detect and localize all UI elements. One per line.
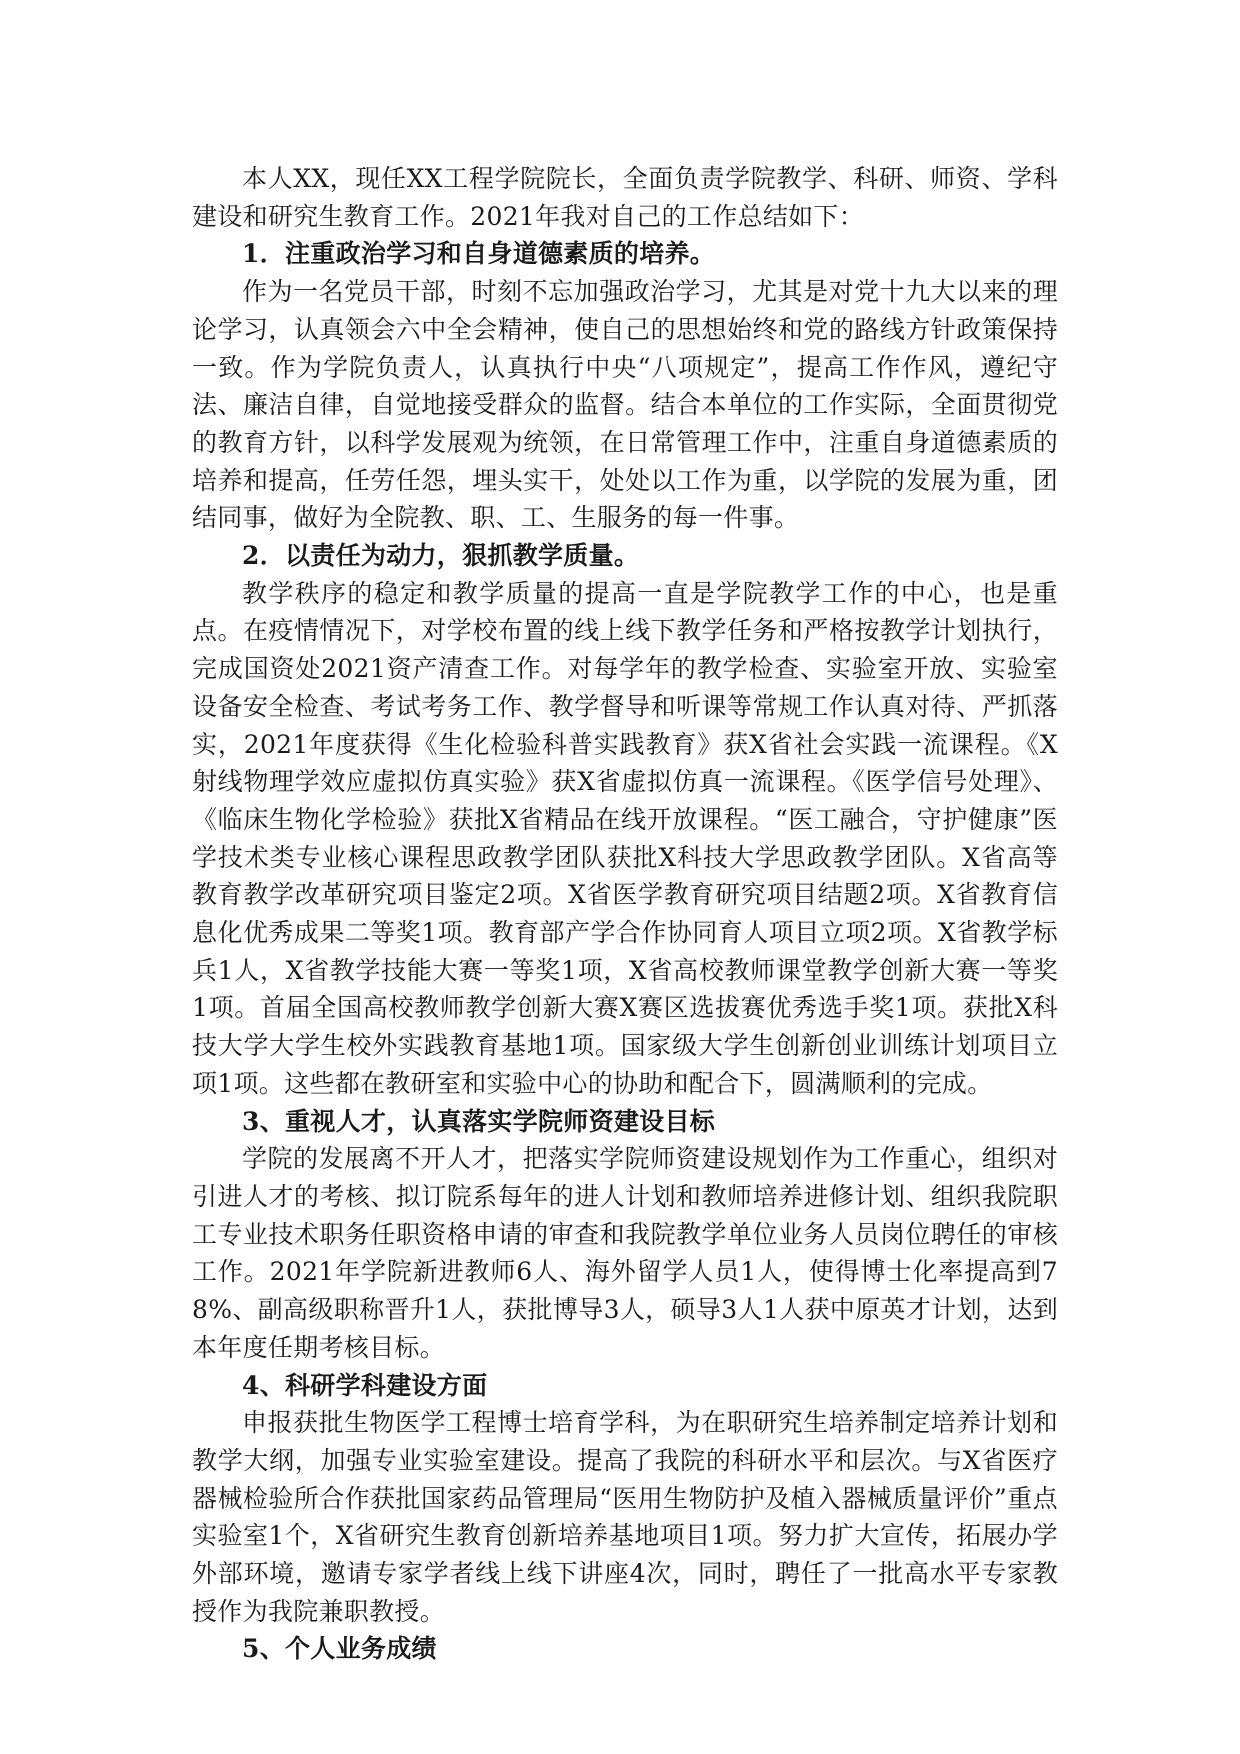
section-4-heading: 4、科研学科建设方面	[242, 1370, 488, 1400]
document-page	[192, 160, 1058, 1668]
section-4-body: 申报获批生物医学工程博士培育学科，为在职研究生培养制定培养计划和教学大纲，加强专业实验室建设。提高了我院的科研水平和层次。与X省医疗器械检验所合作获批国家药品管理局“医用生物防护及植入器械质量评价”重点实验室1个，X省研究生教育创新培养基地项目1项。努力扩大宣传，拓展办学外部环境，邀请专家学者线上线下讲座4次，同时，聘任了一批高水平专家教授作为我院兼职教授。	[192, 1408, 1058, 1626]
section-2-body: 教学秩序的稳定和教学质量的提高一直是学院教学工作的中心，也是重点。在疫情情况下，对学校布置的线上线下教学任务和严格按教学计划执行，完成国资处2021资产清查工作。对每学年的教学检查、实验室开放、实验室设备安全检查、考试考务工作、教学督导和听课等常规工作认真对待、严抓落实，2021年度获得《生化检验科普实践教育》获X省社会实践一流课程。《X射线物理学效应虚拟仿真实验》获X省虚拟仿真一流课程。《医学信号处理》、《临床生物化学检验》获批X省精品在线开放课程。“医工融合，守护健康”医学技术类专业核心课程思政教学团队获批X科技大学思政教学团队。X省高等教育教学改革研究项目鉴定2项。X省医学教育研究项目结题2项。X省教育信息化优秀成果二等奖1项。教育部产学合作协同育人项目立项2项。X省教学标兵1人，X省教学技能大赛一等奖1项，X省高校教师课堂教学创新大赛一等奖1项。首届全国高校教师教学创新大赛X赛区选拔赛优秀选手奖1项。获批X科技大学大学生校外实践教育基地1项。国家级大学生创新创业训练计划项目立项1项。这些都在教研室和实验中心的协助和配合下，圆满顺利的完成。	[192, 578, 1058, 1098]
intro-paragraph: 本人XX，现任XX工程学院院长，全面负责学院教学、科研、师资、学科建设和研究生教育工作。2021年我对自己的工作总结如下：	[192, 164, 1058, 231]
section-3-heading: 3、重视人才，认真落实学院师资建设目标	[242, 1106, 716, 1136]
section-2-heading: 2．以责任为动力，狠抓教学质量。	[242, 541, 640, 571]
section-3-body: 学院的发展离不开人才，把落实学院师资建设规划作为工作重心，组织对引进人才的考核、拟订院系每年的进人计划和教师培养进修计划、组织我院职工专业技术职务任职资格申请的审查和我院教学单位业务人员岗位聘任的审核工作。2021年学院新进教师6人、海外留学人员1人，使得博士化率提高到78%、副高级职称晋升1人，获批博导3人，硕导3人1人获中原英才计划，达到本年度任期考核目标。	[192, 1144, 1058, 1362]
section-1-body: 作为一名党员干部，时刻不忘加强政治学习，尤其是对党十九大以来的理论学习，认真领会六中全会精神，使自己的思想始终和党的路线方针政策保持一致。作为学院负责人，认真执行中央“八项规定”，提高工作作风，遵纪守法、廉洁自律，自觉地接受群众的监督。结合本单位的工作实际，全面贯彻党的教育方针，以科学发展观为统领，在日常管理工作中，注重自身道德素质的培养和提高，任劳任怨，埋头实干，处处以工作为重，以学院的发展为重，团结同事，做好为全院教、职、工、生服务的每一件事。	[192, 277, 1058, 533]
section-5-heading: 5、个人业务成绩	[242, 1634, 437, 1664]
section-1-heading: 1．注重政治学习和自身道德素质的培养。	[242, 239, 716, 269]
